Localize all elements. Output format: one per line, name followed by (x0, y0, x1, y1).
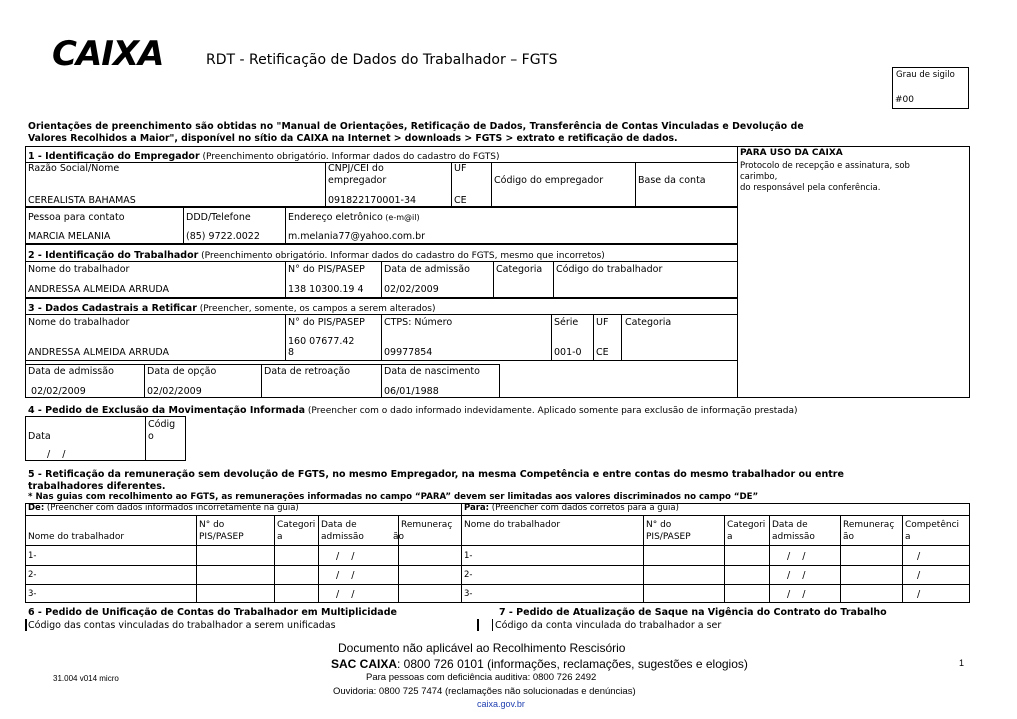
s3-serie-value[interactable]: 001-0 (554, 347, 582, 358)
s5-de-col-cat-2: a (277, 532, 283, 542)
s5-para-comp-mask-1[interactable]: / (917, 551, 921, 562)
s3-nome-label: Nome do trabalhador (28, 317, 130, 328)
section6-subtitle: Código das contas vinculadas do trabalhador a serem unificadas (28, 620, 336, 631)
s3-ctps-value[interactable]: 09977854 (384, 347, 433, 358)
s3-nascimento-label: Data de nascimento (384, 366, 480, 377)
s3-uf-value[interactable]: CE (596, 347, 609, 358)
page-title: RDT - Retificação de Dados do Trabalhador – FGTS (206, 52, 558, 68)
uso-caixa-line3: do responsável pela conferência. (740, 183, 881, 193)
section4-note: (Preencher com o dado informado indevidamente. Aplicado somente para exclusão de informação prestada) (305, 406, 798, 416)
s2-pis-label: N° do PIS/PASEP (288, 264, 365, 275)
s5-para-adm-mask-1[interactable]: / / (787, 551, 806, 562)
s5-de-adm-mask-1[interactable]: / / (336, 551, 355, 562)
s3-categoria-label: Categoria (625, 317, 672, 328)
s2-pis-value[interactable]: 138 10300.19 4 (288, 284, 364, 295)
s4-codigo-label-2: o (148, 431, 154, 442)
s4-codigo-label-1: Códig (148, 419, 176, 430)
ddd-label: DDD/Telefone (186, 212, 251, 223)
email-label (288, 212, 420, 223)
s5-para-row-2[interactable]: 2- (464, 570, 473, 580)
s5-para-label (464, 503, 679, 514)
s5-de-col-nome: Nome do trabalhador (28, 532, 125, 542)
s5-de-adm-mask-2[interactable]: / / (336, 570, 355, 581)
s3-admissao-value[interactable]: 02/02/2009 (28, 386, 86, 397)
s2-categoria-label: Categoria (496, 264, 543, 275)
caixa-logo (52, 34, 172, 70)
s5-de-col-rem-1: Remuneraç (401, 520, 453, 530)
s5-para-col-adm-1: Data de (772, 520, 808, 530)
footer-doc-note: Documento não aplicável ao Recolhimento Rescisório (338, 641, 626, 655)
s5-de-row-1[interactable]: 1- (28, 551, 37, 561)
logo-text: CAIXA (52, 34, 164, 70)
s3-serie-label: Série (554, 317, 579, 328)
s3-uf-label: UF (596, 317, 609, 328)
section1-note: (Preenchimento obrigatório. Informar dados do cadastro do FGTS) (199, 152, 500, 162)
s5-para-col-rem-1: Remuneraç (843, 520, 895, 530)
cnpj-label-2: empregador (328, 175, 387, 186)
s3-ctps-label: CTPS: Número (384, 317, 453, 328)
s2-admissao-value[interactable]: 02/02/2009 (384, 284, 439, 295)
uf-value[interactable]: CE (454, 195, 467, 206)
s5-para-col-cat-1: Categori (727, 520, 766, 530)
s5-para-comp-mask-2[interactable]: / (917, 570, 921, 581)
s5-para-adm-mask-3[interactable]: / / (787, 589, 806, 600)
section7-subtitle: Código da conta vinculada do trabalhador a ser (495, 620, 722, 631)
uso-caixa-line1: Protocolo de recepção e assinatura, sob (740, 161, 910, 171)
s3-admissao-label: Data de admissão (28, 366, 114, 377)
s5-para-col-pis-2: PIS/PASEP (646, 532, 691, 542)
orientacoes-line1: Orientações de preenchimento são obtidas no "Manual de Orientações, Retificação de Dados, Transferência de Contas Vinculadas e Devolução de (28, 121, 804, 132)
section7-title: 7 - Pedido de Atualização de Saque na Vigência do Contrato do Trabalho (499, 607, 887, 618)
section5-note: * Nas guias com recolhimento ao FGTS, as remunerações informadas no campo “PARA” devem ser limitadas aos valores discriminados no campo “DE” (28, 492, 759, 502)
cnpj-label-1: CNPJ/CEI do (328, 163, 384, 174)
s5-de-col-pis-1: N° do (199, 520, 225, 530)
s2-nome-value[interactable]: ANDRESSA ALMEIDA ARRUDA (28, 284, 170, 295)
s5-table (25, 503, 970, 603)
s5-para-note: (Preencher com dados corretos para a guia) (489, 503, 679, 513)
email-label-hint: (e-m@il) (382, 213, 420, 222)
email-value[interactable]: m.melania77@yahoo.com.br (288, 231, 426, 242)
s5-de-col-cat-1: Categori (277, 520, 316, 530)
s5-para-col-rem-2: ão (843, 532, 855, 542)
uso-caixa-title: PARA USO DA CAIXA (740, 148, 843, 158)
s5-para-col-nome: Nome do trabalhador (464, 520, 561, 530)
section5-title-1: 5 - Retificação da remuneração sem devolução de FGTS, no mesmo Empregador, na mesma Competência e entre contas do mesmo trabalhador ou entre (28, 469, 844, 480)
razao-social-label: Razão Social/Nome (28, 163, 120, 174)
section3-note: (Preencher, somente, os campos a serem alterados) (196, 304, 436, 314)
footer-site-link[interactable]: caixa.gov.br (477, 699, 525, 709)
s5-para-col-adm-2: admissão (772, 532, 815, 542)
footer-page-number: 1 (959, 658, 965, 668)
s5-de-row-3[interactable]: 3- (28, 589, 37, 599)
s3-retroacao-label: Data de retroação (264, 366, 351, 377)
base-conta-label: Base da conta (638, 175, 706, 186)
s5-de-col-adm-1: Data de (321, 520, 357, 530)
section5-title-2: trabalhadores diferentes. (28, 481, 166, 492)
s5-de-adm-mask-3[interactable]: / / (336, 589, 355, 600)
s2-codigo-label: Código do trabalhador (556, 264, 663, 275)
footer-version: 31.004 v014 micro (53, 674, 119, 683)
section2-heading: 2 - Identificação do Trabalhador (28, 250, 199, 261)
s4-data-label: Data (28, 431, 51, 442)
contato-value[interactable]: MARCIA MELANIA (28, 231, 111, 242)
email-label-text: Endereço eletrônico (288, 212, 383, 223)
s5-de-col-pis-2: PIS/PASEP (199, 532, 244, 542)
ddd-value[interactable]: (85) 9722.0022 (186, 231, 260, 242)
s5-de-label (28, 503, 299, 514)
grau-sigilo-label: Grau de sigilo (896, 70, 955, 80)
s3-opcao-value[interactable]: 02/02/2009 (147, 386, 202, 397)
s2-nome-label: Nome do trabalhador (28, 264, 130, 275)
s4-data-value[interactable]: / / (47, 449, 66, 460)
uso-caixa-line2: carimbo, (740, 172, 778, 182)
footer-sac-value: : 0800 726 0101 (informações, reclamações, sugestões e elogios) (397, 657, 748, 671)
s3-nascimento-value[interactable]: 06/01/1988 (384, 386, 439, 397)
section6-title: 6 - Pedido de Unificação de Contas do Trabalhador em Multiplicidade (28, 607, 397, 618)
footer-deficiencia: Para pessoas com deficiência auditiva: 0800 726 2492 (366, 672, 597, 683)
section1-heading: 1 - Identificação do Empregador (28, 151, 200, 162)
s5-para-heading: Para: (464, 503, 490, 513)
s5-para-col-cat-2: a (727, 532, 733, 542)
s5-de-heading: De: (28, 503, 45, 513)
orientacoes-line2: Valores Recolhidos a Maior", disponível no sítio da CAIXA na Internet > downloads > FGTS > extrato e retificação de dados. (28, 133, 678, 144)
s2-admissao-label: Data de admissão (384, 264, 470, 275)
section2-note: (Preenchimento obrigatório. Informar dados do cadastro do FGTS, mesmo que incorretos) (198, 251, 605, 261)
s5-de-col-adm-2: admissão (321, 532, 364, 542)
s5-de-note: (Preencher com dados informados incorretamente na guia) (44, 503, 299, 513)
grau-sigilo-value: #00 (895, 95, 914, 105)
s5-de-row-2[interactable]: 2- (28, 570, 37, 580)
footer-sac-label: SAC CAIXA (331, 657, 398, 671)
razao-social-value[interactable]: CEREALISTA BAHAMAS (28, 195, 136, 206)
s3-pis-value-2[interactable]: 8 (288, 347, 295, 358)
s5-para-row-3[interactable]: 3- (464, 589, 473, 599)
s5-para-col-pis-1: N° do (646, 520, 672, 530)
contato-label: Pessoa para contato (28, 212, 125, 223)
cnpj-value[interactable]: 091822170001-34 (328, 195, 417, 206)
section4-heading: 4 - Pedido de Exclusão da Movimentação Informada (28, 405, 306, 416)
uf-label: UF (454, 163, 467, 174)
s5-de-col-rem-2: ão (393, 532, 405, 542)
codigo-empregador-label: Código do empregador (494, 175, 604, 186)
s5-para-row-1[interactable]: 1- (464, 551, 473, 561)
s5-para-col-comp-1: Competênci (905, 520, 960, 530)
s5-para-col-comp-2: a (905, 532, 911, 542)
footer-sac (331, 657, 748, 671)
s3-opcao-label: Data de opção (147, 366, 217, 377)
footer-ouvidoria: Ouvidoria: 0800 725 7474 (reclamações não solucionadas e denúncias) (333, 686, 636, 697)
section3-heading: 3 - Dados Cadastrais a Retificar (28, 303, 197, 314)
s3-pis-value-1[interactable]: 160 07677.42 (288, 336, 355, 347)
s3-nome-value[interactable]: ANDRESSA ALMEIDA ARRUDA (28, 347, 170, 358)
s3-pis-label: N° do PIS/PASEP (288, 317, 365, 328)
s5-para-adm-mask-2[interactable]: / / (787, 570, 806, 581)
s5-para-comp-mask-3[interactable]: / (917, 589, 921, 600)
